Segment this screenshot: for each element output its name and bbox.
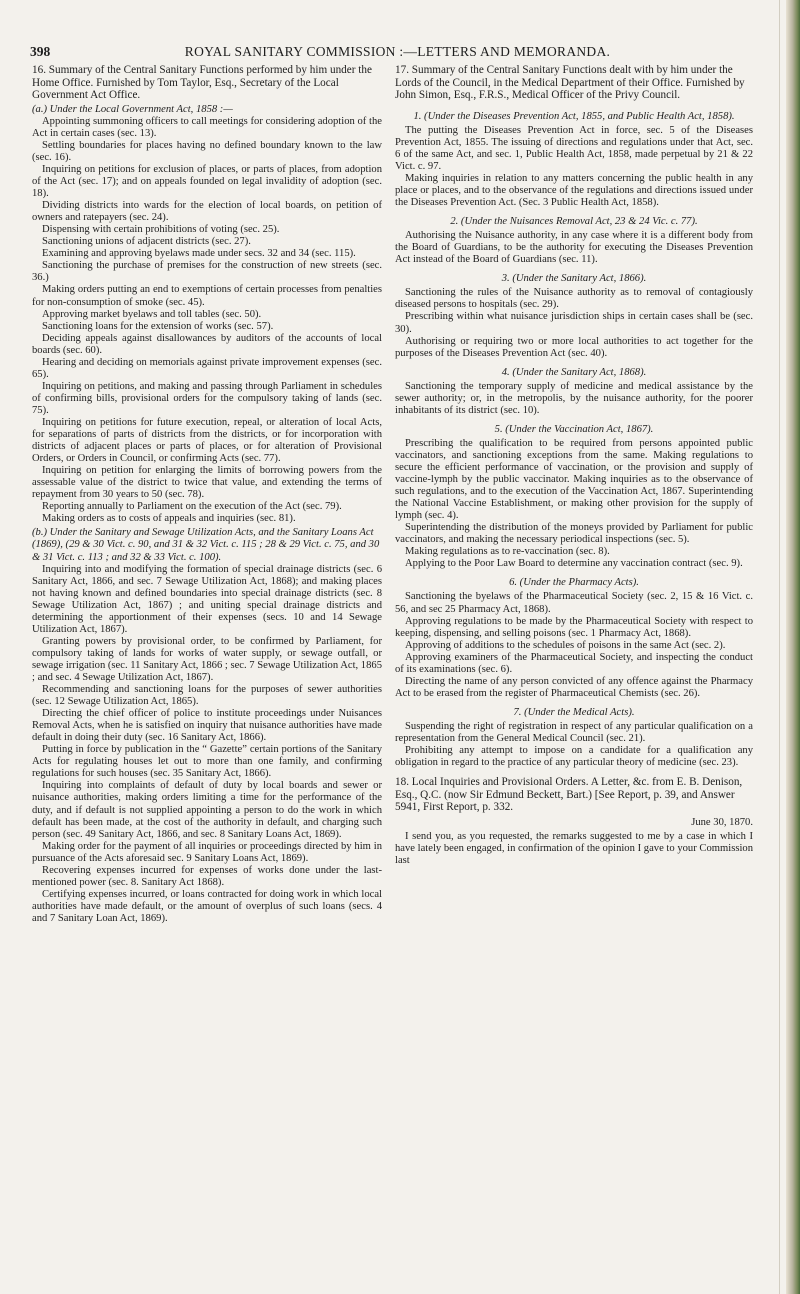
running-title: ROYAL SANITARY COMMISSION :—LETTERS AND MEMORANDA.: [184, 44, 611, 59]
subsection-title: 6. (Under the Pharmacy Acts).: [509, 577, 639, 589]
section-17-heading: 17. Summary of the Central Sanitary Functions dealt with by him under the Lords of the Council, in the Medical Department of their Office. Furnished by John Simon, Esq., F.R.S., Medical Officer of the Privy Council.: [395, 64, 745, 102]
subsection-title: 2. (Under the Nuisances Removal Act, 23 & 24 Vic. c. 77).: [450, 216, 698, 228]
list-item: Appointing summoning officers to call meetings for considering adoption of the Act in certain cases (sec. 13).: [32, 115, 382, 139]
section-16a-items: [32, 116, 382, 526]
list-item: Recommending and sanctioning loans for the purposes of sewer authorities (sec. 12 Sewage Utilization Act, 1865).: [32, 684, 382, 708]
section-16b-title: (b.) Under the Sanitary and Sewage Utilization Acts, and the Sanitary Loans Act (1869), (29 & 30 Vict. c. 90, and 31 & 32 Vict. c. 115 ; 28 & 29 Vict. c. 75, and 30 & 31 Vict. c. 113 ; and 32 & 33 Vict. c. 100).: [32, 527, 380, 563]
list-item: Putting in force by publication in the “ Gazette” certain portions of the Sanitary Acts for regulating houses let out to more than one family, and confirming regulations for such houses (sec. 35 Sanitary Act, 1866).: [32, 744, 382, 780]
list-item: Sanctioning the temporary supply of medicine and medical assistance by the sewer authority; or, in the metropolis, by the nuisance authority, for the poorer inhabitants of its district (sec. 10).: [395, 380, 753, 416]
list-item: Directing the chief officer of police to institute proceedings under Nuisances Removal Acts, when he is satisfied on inquiry that nuisance authorities have made default in doing their duty (sec. 16 Sanitary Act, 1866).: [32, 708, 382, 744]
list-item: Inquiring on petitions for exclusion of places, or parts of places, from adoption of the Act (sec. 17); and on appeals founded on legal invalidity of adoption (sec. 18).: [32, 164, 382, 200]
list-item: Examining and approving byelaws made under secs. 32 and 34 (sec. 115).: [42, 248, 356, 260]
list-item: Directing the name of any person convicted of any offence against the Pharmacy Act to be erased from the register of Pharmaceutical Chemists (sec. 26).: [395, 675, 753, 699]
list-item: Inquiring on petition for enlarging the limits of borrowing powers from the assessable value of the district to twice that value, and extending the terms of repayment from 30 years to 50 (sec. 78).: [32, 465, 382, 501]
subsection-title: 5. (Under the Vaccination Act, 1867).: [494, 423, 654, 435]
list-item: Sanctioning the purchase of premises for the construction of new streets (sec. 36.): [32, 260, 382, 284]
list-item: Applying to the Poor Law Board to determine any vaccination contract (sec. 9).: [405, 558, 743, 570]
list-item: Prohibiting any attempt to impose on a candidate for a qualification any obligation in regard to the practice of any particular theory of medicine (sec. 23).: [395, 745, 753, 769]
list-item: Sanctioning unions of adjacent districts (sec. 27).: [42, 236, 251, 248]
list-item: Approving market byelaws and toll tables (sec. 50).: [42, 308, 262, 320]
page-edge-line: [779, 0, 780, 1294]
list-item: Sanctioning loans for the extension of works (sec. 57).: [42, 320, 274, 332]
letter-body: I send you, as you requested, the remarks suggested to me by a case in which I have lately been engaged, in confirmation of the opinion I gave to your Commission last: [395, 830, 753, 867]
page-number: 398: [30, 44, 51, 59]
subsection-title: 1. (Under the Diseases Prevention Act, 1855, and Public Health Act, 1858).: [413, 110, 735, 122]
list-item: Recovering expenses incurred for expenses of works done under the last-mentioned power (sec. 8. Sanitary Act 1868).: [32, 864, 382, 888]
list-item: Prescribing the qualification to be required from persons appointed public vaccinators, and sanctioning exceptions from the same. Making regulations to secure the efficient performance of vaccination, or the provision and supply of vaccine-lymph by the public vaccinator. Making inquiries as to the observance of such regulations, and to the execution of the Vaccination Act, 1867. Superintending the National Vaccine Establishment, or making other provision for the supply of lymph (sec. 4).: [395, 437, 753, 522]
list-item: Prescribing within what nuisance jurisdiction ships in certain cases shall be (sec. 30).: [395, 311, 753, 335]
list-item: Dispensing with certain prohibitions of voting (sec. 25).: [42, 224, 280, 236]
list-item: Making regulations as to re-vaccination (sec. 8).: [405, 546, 610, 558]
list-item: Making inquiries in relation to any matters concerning the public health in any place or places, and to the observance of the regulations and directions issued under the Diseases Prevention Act. (Sec. 3 Public Health Act, 1858).: [395, 173, 753, 209]
list-item: Settling boundaries for places having no defined boundary known to the law (sec. 16).: [32, 139, 382, 163]
subsection-title: 7. (Under the Medical Acts).: [513, 706, 635, 718]
list-item: Sanctioning the byelaws of the Pharmaceutical Society (sec. 2, 15 & 16 Vict. c. 56, and sec 25 Pharmacy Act, 1868).: [395, 591, 753, 615]
list-item: Hearing and deciding on memorials against private improvement expenses (sec. 65).: [32, 356, 382, 380]
list-item: Inquiring into and modifying the formation of special drainage districts (sec. 6 Sanitary Act, 1866, and sec. 7 Sewage Utilization Act, 1868); and making places not having known and defined boundaries into special drainage districts (sec. 8 Sewage Utilization Act, 1867) ; and uniting special drainage districts and determining the apportionment of their expenses (secs. 10 and 14 Sewage Utilization Act, 1867).: [32, 563, 382, 635]
subsection-title: 4. (Under the Sanitary Act, 1868).: [501, 366, 647, 378]
page-header: [30, 44, 765, 64]
page-edge: [786, 0, 800, 1294]
section-17-subsections: [395, 104, 753, 769]
list-item: Approving regulations to be made by the Pharmaceutical Society with respect to keeping, dispensing, and selling poisons (sec. 1 Pharmacy Act, 1868).: [395, 615, 753, 639]
list-item: Making orders putting an end to exemptions of certain processes from penalties for non-consumption of smoke (sec. 45).: [32, 284, 382, 308]
list-item: Reporting annually to Parliament on the execution of the Act (sec. 79).: [42, 501, 342, 513]
list-item: Superintending the distribution of the moneys provided by Parliament for public vaccinators, and making the necessary periodical inspections (sec. 5).: [395, 522, 753, 546]
list-item: Dividing districts into wards for the election of local boards, on petition of owners and ratepayers (sec. 24).: [32, 200, 382, 224]
section-16a-title: (a.) Under the Local Government Act, 1858 :—: [32, 103, 233, 115]
section-18-heading: 18. Local Inquiries and Provisional Orders. A Letter, &c. from E. B. Denison, Esq., Q.C. (now Sir Edmund Beckett, Bart.) [See Report, p. 39, and Answer 5941, First Report, p. 332.: [395, 776, 743, 814]
list-item: Authorising the Nuisance authority, in any case where it is a different body from the Board of Guardians, to be the authority for executing the Diseases Prevention Act instead of the Board of Guardians (sec. 11).: [395, 230, 753, 266]
subsection-title: 3. (Under the Sanitary Act, 1866).: [501, 273, 647, 285]
list-item: Approving examiners of the Pharmaceutical Society, and inspecting the conduct of its examinations (sec. 6).: [395, 651, 753, 675]
list-item: The putting the Diseases Prevention Act in force, sec. 5 of the Diseases Prevention Act, 1855. The issuing of directions and regulations under that Act, sec. 6 of the same Act, and sec. 1, Public Health Act, 1858, made perpetual by 21 & 22 Vict. c. 97.: [395, 124, 753, 172]
list-item: Suspending the right of registration in respect of any particular qualification on a representation from the General Medical Council (sec. 21).: [395, 720, 753, 744]
list-item: Inquiring into complaints of default of duty by local boards and sewer or nuisance authorities, making orders limiting a time for the performance of the duty, and if default is not supplied appointing a person to do the work in which default has been made, at the cost of the authority in default, and charging such person (sec. 49 Sanitary Act, 1866, and sec. 8 Sanitary Loans Act, 1869).: [32, 780, 382, 840]
list-item: Authorising or requiring two or more local authorities to act together for the purposes of the Diseases Prevention Act (sec. 40).: [395, 335, 753, 359]
list-item: Sanctioning the rules of the Nuisance authority as to removal of contagiously diseased persons to hospitals (sec. 29).: [395, 287, 753, 311]
list-item: Deciding appeals against disallowances by auditors of the accounts of local boards (sec. 60).: [32, 332, 382, 356]
list-item: Inquiring on petitions, and making and passing through Parliament in schedules of confirming bills, provisional orders for the compulsory taking of lands (sec. 75).: [32, 380, 382, 416]
list-item: Granting powers by provisional order, to be confirmed by Parliament, for compulsory taking of lands for works of water supply, or sewage outfall, or sewage irrigation (sec. 11 Sanitary Act, 1866 ; sec. 7 Sewage Utilization Act, 1865 ; and sec. 4 Sewage Utilization Act, 1867).: [32, 635, 382, 683]
left-column: [32, 64, 382, 925]
list-item: Certifying expenses incurred, or loans contracted for doing work in which local authorities have made default, or the amount of overplus of such loans (secs. 4 and 7 Sanitary Loan Act, 1869).: [32, 888, 382, 924]
section-16b-items: [32, 564, 382, 925]
list-item: Making orders as to costs of appeals and inquiries (sec. 81).: [42, 513, 296, 525]
letter-date: June 30, 1870.: [691, 816, 753, 828]
list-item: Making order for the payment of all inquiries or proceedings directed by him in pursuance of the Acts aforesaid sec. 9 Sanitary Loans Act, 1869).: [32, 840, 382, 864]
right-column: [395, 64, 753, 867]
list-item: Approving of additions to the schedules of poisons in the same Act (sec. 2).: [405, 639, 726, 651]
section-16-heading: 16. Summary of the Central Sanitary Functions performed by him under the Home Office. Furnished by Tom Taylor, Esq., Secretary of the Local Government Act Office.: [32, 64, 372, 102]
list-item: Inquiring on petitions for future execution, repeal, or alteration of local Acts, for separations of parts of districts from the districts, or for incorporation with districts of adjacent places or parts of places, or for alteration of Provisional Orders, or Orders in Council, or confirming Acts (sec. 77).: [32, 417, 382, 465]
